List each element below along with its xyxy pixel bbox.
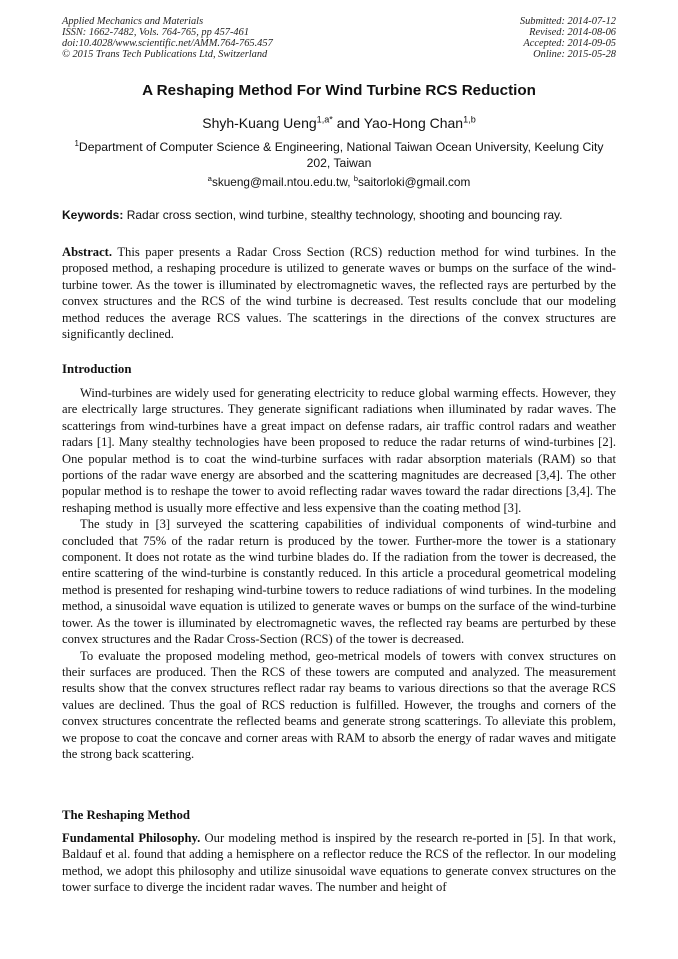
email-a: skueng@mail.ntou.edu.tw, [211,175,354,189]
reshaping-body [62,830,616,896]
abstract-text: This paper presents a Radar Cross Section (RCS) reduction method for wind turbines. In the proposed method, a reshaping procedure is utilized to generate waves or bumps on the surface of the wind-turbine tower. As the tower is illuminated by electromagnetic waves, the reflected rays are perturbed by the convex structures and the RCS of the wind turbine is decreased. Test results conclude that our modeling method reduces the average RCS values. The scatterings in the directions of the convex structures are significantly declined. [62,245,616,342]
fundamental-text: Our modeling method is inspired by the research re-ported in [5]. In that work, Baldauf et al. found that adding a hemisphere on a reflector reduce the RCS of the reflector. In our modeling method, we adopt this philosophy and utilize sinusoidal wave equations to generate convex structures on the tower surface to diverge the incident radar waves. The number and height of [62,831,616,895]
date-submitted: Submitted: 2014-07-12 [519,16,616,27]
author-2: Yao-Hong Chan [363,115,464,131]
publication-dates [520,16,616,60]
intro-paragraph-1: Wind-turbines are widely used for generating electricity to reduce global warming effects. However, they are electrically large structures. They generate significant radiations when illuminated by radar waves. The scatterings from wind-turbines have a great impact on defense radars, air traffic control radars and weather radars [1]. Many stealthy technologies have been proposed to reduce the radar returns of wind-turbines [2]. One popular method is to coat the wind-turbine surfaces with radar absorption materials (RAM) so that portions of the radar wave energy are absorbed and the scattering magnitudes are decreased [3,4]. The other popular method is to reshape the tower to avoid reflecting radar waves toward the radar directions [3,4]. The reshaping method is usually more effective and less expensive than the coating method [3]. [62,386,616,515]
email-b: saitorloki@gmail.com [358,175,471,189]
journal-copyright: © 2015 Trans Tech Publications Ltd, Switzerland [62,49,268,60]
intro-paragraph-2: The study in [3] surveyed the scattering capabilities of individual components of wind-turbine and concluded that 75% of the radar return is produced by the tower. Further-more the tower is a stationary component. It does not rotate as the wind turbine blades do. If the radiation from the tower is decreased, the entire scattering of the wind-turbine is constantly reduced. In this article a procedural geometrical modeling method is presented for reshaping wind-turbine towers to reduce radiations of wind turbines. In the modeling method, a sinusoidal wave equation is utilized to generate waves or bumps on the surface of the wind-turbine tower. As the tower is illuminated by electromagnetic waves, the reflected ray beams are perturbed by these convex structures and the Radar Cross-Section (RCS) of the tower is decreased. [62,517,616,647]
author-line [0,115,678,131]
introduction-heading: Introduction [62,362,132,376]
journal-info [62,16,273,60]
author-1-marks: 1,a* [316,114,333,125]
journal-name: Applied Mechanics and Materials [62,16,204,27]
date-revised: Revised: 2014-08-06 [529,27,616,38]
intro-paragraph-3: To evaluate the proposed modeling method, geo-metrical models of towers with convex structures on their surfaces are produced. Then the RCS of these towers are computed and analyzed. The measurement results show that the convex structures reflect radar ray beams to various directions so that the average RCS values are declined. Thus the goal of RCS reduction is fulfilled. However, the troughs and corners of the convex structures concentrate the reflected beams and generate strong scatterings. To alleviate this problem, we propose to coat the concave and corner areas with RAM to absorb the energy of radar waves and mitigate the strong back scattering. [62,648,616,761]
affiliation-mark: 1 [74,138,79,148]
date-accepted: Accepted: 2014-09-05 [523,38,616,49]
date-online: Online: 2015-05-28 [533,49,616,60]
fundamental-label: Fundamental Philosophy. [62,831,201,845]
author-connector: and [332,115,364,131]
author-2-marks: 1,b [463,114,476,125]
reshaping-heading: The Reshaping Method [62,808,190,822]
keywords-label: Keywords: [62,208,124,222]
email-line [0,175,678,189]
keywords [62,208,622,222]
affiliation-text: Department of Computer Science & Engineering, National Taiwan Ocean University, Keelung City 202, Taiwan [78,140,604,170]
fundamental-paragraph [62,830,616,896]
email-b-mark: b [353,174,359,184]
paper-title: A Reshaping Method For Wind Turbine RCS Reduction [142,82,536,99]
keywords-text: Radar cross section, wind turbine, stealthy technology, shooting and bouncing ray. [123,208,563,222]
email-a-mark: a [207,174,212,184]
journal-issn: ISSN: 1662-7482, Vols. 764-765, pp 457-461 [62,27,250,38]
author-1: Shyh-Kuang Ueng [202,115,317,131]
journal-doi: doi:10.4028/www.scientific.net/AMM.764-765.457 [62,38,273,49]
abstract [62,244,616,342]
affiliation [62,139,616,171]
abstract-label: Abstract. [62,245,113,259]
introduction-body [62,385,616,762]
